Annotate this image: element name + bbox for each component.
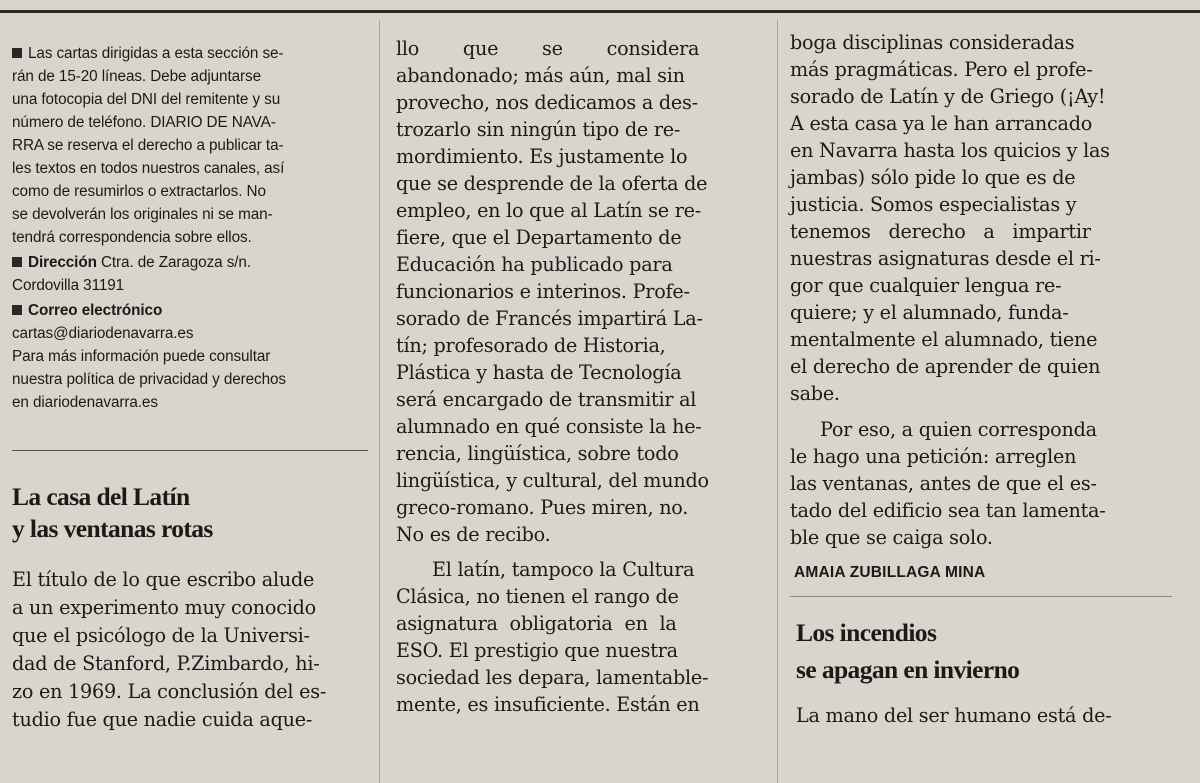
square-bullet-icon <box>12 48 22 58</box>
body-line: mente, es insuficiente. Están en <box>396 693 700 716</box>
body-line: El título de lo que escribo alude <box>12 568 315 591</box>
body-line: sorado de Latín y de Griego (¡Ay! <box>790 85 1106 108</box>
body-line: Por eso, a quien corresponda <box>820 418 1097 441</box>
address-label: Dirección <box>28 254 97 271</box>
body-line: ESO. El prestigio que nuestra <box>396 639 678 662</box>
article-title-line-1: Los incendios <box>796 618 937 647</box>
square-bullet-icon <box>12 305 22 315</box>
info-line: como de resumirlos o extractarlos. No <box>12 183 266 200</box>
body-line: mordimiento. Es justamente lo <box>396 145 688 168</box>
privacy-line: nuestra política de privacidad y derechos <box>12 371 286 388</box>
article-title-line-1: La casa del Latín <box>12 482 190 511</box>
body-line: abandonado; más aún, mal sin <box>396 64 685 87</box>
body-line: tenemos derecho a impartir <box>790 220 1091 243</box>
body-line: Educación ha publicado para <box>396 253 673 276</box>
body-line: empleo, en lo que al Latín se re- <box>396 199 701 222</box>
body-line: a un experimento muy conocido <box>12 596 316 619</box>
body-line: Plástica y hasta de Tecnología <box>396 361 682 384</box>
article-title-line-2: se apagan en invierno <box>796 655 1020 684</box>
info-line: RRA se reserva el derecho a publicar ta- <box>12 137 284 154</box>
email-link[interactable]: cartas@diariodenavarra.es <box>12 325 194 342</box>
body-line: las ventanas, antes de que el es- <box>790 472 1097 495</box>
body-line: sorado de Francés impartirá La- <box>396 307 703 330</box>
body-line: el derecho de aprender de quien <box>790 355 1101 378</box>
body-line: le hago una petición: arreglen <box>790 445 1077 468</box>
body-line: A esta casa ya le han arrancado <box>790 112 1093 135</box>
body-line: greco-romano. Pues miren, no. <box>396 496 689 519</box>
body-line: fiere, que el Departamento de <box>396 226 682 249</box>
body-line: ble que se caiga solo. <box>790 526 993 549</box>
info-line: Las cartas dirigidas a esta sección se- <box>12 45 283 63</box>
privacy-line: en diariodenavarra.es <box>12 394 158 411</box>
info-line: se devolverán los originales ni se man- <box>12 206 273 223</box>
info-line: una fotocopia del DNI del remitente y su <box>12 91 281 108</box>
square-bullet-icon <box>12 257 22 267</box>
body-line: mentalmente el alumnado, tiene <box>790 328 1098 351</box>
body-line: tín; profesorado de Historia, <box>396 334 666 357</box>
body-line: tudio fue que nadie cuida aque- <box>12 708 313 731</box>
column-divider <box>379 20 380 783</box>
info-line: tendrá correspondencia sobre ellos. <box>12 229 252 246</box>
body-line: No es de recibo. <box>396 523 551 546</box>
body-line: gor que cualquier lengua re- <box>790 274 1062 297</box>
body-line: en Navarra hasta los quicios y las <box>790 139 1110 162</box>
body-line: jambas) sólo pide lo que es de <box>790 166 1076 189</box>
body-line: tado del edificio sea tan lamenta- <box>790 499 1106 522</box>
address-line <box>12 254 251 272</box>
article-title-line-2: y las ventanas rotas <box>12 514 213 543</box>
body-line: boga disciplinas consideradas <box>790 31 1075 54</box>
body-line: sabe. <box>790 382 840 405</box>
email-label: Correo electrónico <box>28 302 163 319</box>
body-line: lingüística, y cultural, del mundo <box>396 469 709 492</box>
body-line: trozarlo sin ningún tipo de re- <box>396 118 681 141</box>
body-line: será encargado de transmitir al <box>396 388 697 411</box>
info-line: les textos en todos nuestros canales, así <box>12 160 285 177</box>
body-line: El latín, tampoco la Cultura <box>432 558 695 581</box>
column-divider <box>777 20 778 783</box>
body-line: asignatura obligatoria en la <box>396 612 677 635</box>
body-line: justicia. Somos especialistas y <box>790 193 1077 216</box>
section-divider <box>12 450 368 451</box>
info-line: número de teléfono. DIARIO DE NAVA- <box>12 114 276 131</box>
body-line: más pragmáticas. Pero el profe- <box>790 58 1093 81</box>
address-line-2: Cordovilla 31191 <box>12 277 125 294</box>
body-line: sociedad les depara, lamentable- <box>396 666 709 689</box>
body-line: alumnado en qué consiste la he- <box>396 415 702 438</box>
body-line: llo que se considera <box>396 37 700 60</box>
body-line: provecho, nos dedicamos a des- <box>396 91 698 114</box>
body-line: dad de Stanford, P.Zimbardo, hi- <box>12 652 320 675</box>
body-line: rencia, lingüística, sobre todo <box>396 442 679 465</box>
email-label-line <box>12 302 162 320</box>
info-line: rán de 15-20 líneas. Debe adjuntarse <box>12 68 261 85</box>
body-line: funcionarios e interinos. Profe- <box>396 280 690 303</box>
author-signature: AMAIA ZUBILLAGA MINA <box>794 564 986 581</box>
top-rule <box>0 10 1200 13</box>
address-value: Ctra. de Zaragoza s/n. <box>96 254 251 271</box>
body-line: nuestras asignaturas desde el ri- <box>790 247 1101 270</box>
body-line: Clásica, no tienen el rango de <box>396 585 679 608</box>
privacy-line: Para más información puede consultar <box>12 348 271 365</box>
body-line: que el psicólogo de la Universi- <box>12 624 310 647</box>
body-line: que se desprende de la oferta de <box>396 172 708 195</box>
body-line: La mano del ser humano está de- <box>796 704 1112 727</box>
body-line: zo en 1969. La conclusión del es- <box>12 680 327 703</box>
section-divider <box>790 596 1172 597</box>
body-line: quiere; y el alumnado, funda- <box>790 301 1069 324</box>
